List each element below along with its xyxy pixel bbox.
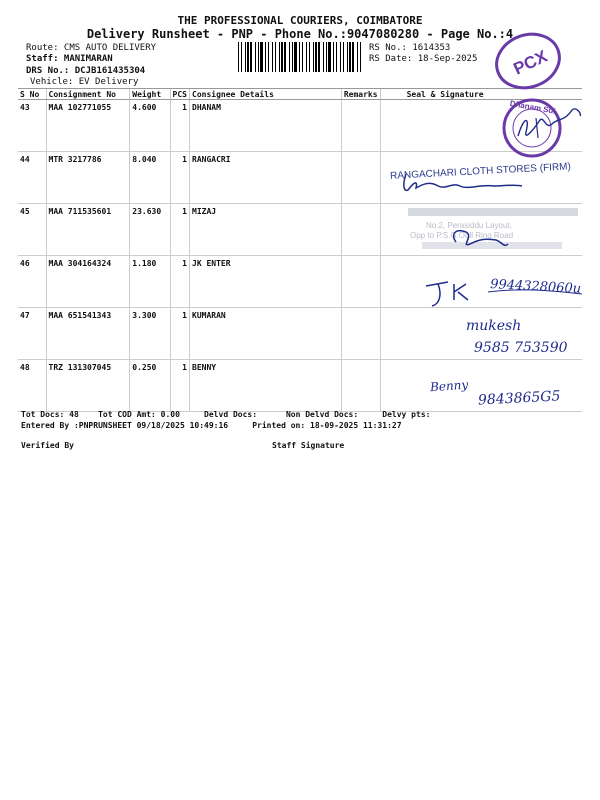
row-consignment-no: MAA 102771055 — [46, 100, 130, 152]
barcode-bar — [326, 42, 327, 72]
row-seal-signature — [380, 308, 582, 360]
barcode-bar — [352, 42, 354, 72]
row-remarks — [341, 360, 380, 412]
barcode-bar — [349, 42, 351, 72]
barcode-bar — [241, 42, 242, 72]
barcode-bar — [313, 42, 314, 72]
jk-phone: 9944328060u — [489, 277, 582, 297]
barcode-bar — [247, 42, 249, 72]
barcode-bar — [309, 42, 310, 72]
barcode-bar — [258, 42, 259, 72]
mizaj-stamp-line-2: Opp to P.S.G.Ooll Ring Road — [410, 231, 514, 240]
seal-header-label: Seal & Signature — [406, 89, 484, 99]
col-remarks-header: Remarks — [341, 89, 380, 100]
tot-cod: Tot COD Amt: 0.00 — [98, 410, 180, 419]
row-weight: 23.630 — [130, 204, 170, 256]
rangachari-stamp-text: RANGACHARI CLOTH STORES (FIRM) — [389, 161, 572, 182]
table-row — [18, 308, 582, 360]
barcode-bar — [238, 42, 239, 72]
rs-number: RS No.: 1614353 — [369, 43, 451, 53]
row-consignee: KUMARAN — [190, 308, 342, 360]
barcode-bar — [360, 42, 361, 72]
barcode — [238, 42, 364, 72]
barcode-bar — [336, 42, 337, 72]
staff-label: Staff: MANIMARAN — [26, 54, 113, 64]
table-row — [18, 256, 582, 308]
col-consignee-header: Consignee Details — [190, 89, 342, 100]
row-sno: 46 — [18, 256, 46, 308]
row-consignee: DHANAM — [190, 100, 342, 152]
row-weight: 1.180 — [130, 256, 170, 308]
barcode-bar — [294, 42, 297, 72]
table-row — [18, 204, 582, 256]
delvd-docs: Delvd Docs: — [204, 410, 258, 419]
row-seal-signature — [380, 256, 582, 308]
barcode-bar — [323, 42, 324, 72]
col-consignment-header: Consignment No — [46, 89, 130, 100]
barcode-bar — [357, 42, 358, 72]
barcode-bar — [245, 42, 246, 72]
barcode-bar — [255, 42, 256, 72]
row-pcs: 1 — [170, 100, 189, 152]
printed-on: Printed on: 18-09-2025 11:31:27 — [252, 421, 402, 430]
row-sno: 47 — [18, 308, 46, 360]
row-remarks — [341, 308, 380, 360]
tot-docs: Tot Docs: 48 — [21, 410, 79, 419]
row-consignee: RANGACRI — [190, 152, 342, 204]
verified-by-label: Verified By — [21, 441, 74, 450]
entered-line — [21, 421, 402, 430]
dhanam-stamp-text: Dhanam Sui — [509, 98, 557, 116]
table-row — [18, 152, 582, 204]
company-title: THE PROFESSIONAL COURIERS, COIMBATORE — [177, 14, 423, 27]
barcode-bar — [292, 42, 293, 72]
barcode-bar — [268, 42, 269, 72]
row-consignee: JK ENTER — [190, 256, 342, 308]
col-weight-header: Weight — [130, 89, 170, 100]
row-consignment-no: MAA 304164324 — [46, 256, 130, 308]
barcode-bar — [275, 42, 276, 72]
barcode-bar — [260, 42, 263, 72]
barcode-bar — [265, 42, 266, 72]
barcode-bar — [347, 42, 348, 72]
kumaran-name: mukesh — [466, 318, 522, 334]
row-pcs: 1 — [170, 152, 189, 204]
row-consignment-no: MAA 711535601 — [46, 204, 130, 256]
col-pcs-header: PCS — [170, 89, 189, 100]
row-sno: 44 — [18, 152, 46, 204]
table-row — [18, 360, 582, 412]
non-delvd-docs: Non Delvd Docs: — [285, 410, 359, 419]
row-pcs: 1 — [170, 256, 189, 308]
row-consignment-no: MTR 3217786 — [46, 152, 130, 204]
barcode-bar — [318, 42, 320, 72]
benny-name: Benny — [429, 377, 469, 395]
totals-line — [21, 410, 430, 419]
pcx-stamp-text: PCX — [510, 46, 551, 79]
delvy-pts: Delvy pts: — [382, 410, 431, 419]
row-consignee: BENNY — [190, 360, 342, 412]
barcode-bar — [289, 42, 290, 72]
runsheet-table — [18, 88, 582, 412]
barcode-bar — [279, 42, 280, 72]
benny-phone: 9843865G5 — [477, 388, 561, 409]
col-sno-header: S No — [18, 89, 46, 100]
route-label: Route: CMS AUTO DELIVERY — [26, 43, 157, 53]
drs-number: DRS No.: DCJB161435304 — [26, 66, 146, 76]
row-weight: 8.040 — [130, 152, 170, 204]
row-consignment-no: MAA 651541343 — [46, 308, 130, 360]
barcode-bar — [272, 42, 273, 72]
row-sno: 43 — [18, 100, 46, 152]
table-row — [18, 100, 582, 152]
barcode-bar — [302, 42, 303, 72]
table-header-row — [18, 89, 582, 100]
row-seal-signature — [380, 360, 582, 412]
row-pcs: 1 — [170, 308, 189, 360]
row-remarks — [341, 100, 380, 152]
barcode-bar — [284, 42, 286, 72]
row-weight: 4.600 — [130, 100, 170, 152]
row-weight: 0.250 — [130, 360, 170, 412]
row-sno: 48 — [18, 360, 46, 412]
barcode-bar — [315, 42, 317, 72]
barcode-bar — [333, 42, 334, 72]
barcode-bar — [340, 42, 341, 72]
barcode-bar — [328, 42, 331, 72]
staff-signature-label: Staff Signature — [272, 441, 345, 450]
barcode-bar — [343, 42, 344, 72]
row-seal-signature — [380, 204, 582, 256]
row-remarks — [341, 152, 380, 204]
barcode-bar — [306, 42, 307, 72]
row-consignee: MIZAJ — [190, 204, 342, 256]
runsheet-title: Delivery Runsheet - PNP - Phone No.:9047080280 - Page No.:4 — [86, 27, 514, 41]
row-seal-signature — [380, 100, 582, 152]
barcode-bar — [299, 42, 300, 72]
barcode-bar — [281, 42, 283, 72]
row-pcs: 1 — [170, 204, 189, 256]
entered-by: Entered By :PNPRUNSHEET 09/18/2025 10:49:16 — [21, 421, 229, 430]
vehicle-label: Vehicle: EV Delivery — [30, 77, 139, 87]
row-consignment-no: TRZ 131307045 — [46, 360, 130, 412]
row-sno: 45 — [18, 204, 46, 256]
mizaj-stamp-line-1: No.2, Perasiddu Layout, — [426, 221, 512, 230]
row-remarks — [341, 204, 380, 256]
barcode-bar — [250, 42, 252, 72]
row-pcs: 1 — [170, 360, 189, 412]
kumaran-phone: 9585 753590 — [474, 340, 568, 356]
rs-date: RS Date: 18-Sep-2025 — [369, 54, 478, 64]
row-seal-signature — [380, 152, 582, 204]
row-remarks — [341, 256, 380, 308]
row-weight: 3.300 — [130, 308, 170, 360]
col-seal-header — [380, 89, 582, 100]
